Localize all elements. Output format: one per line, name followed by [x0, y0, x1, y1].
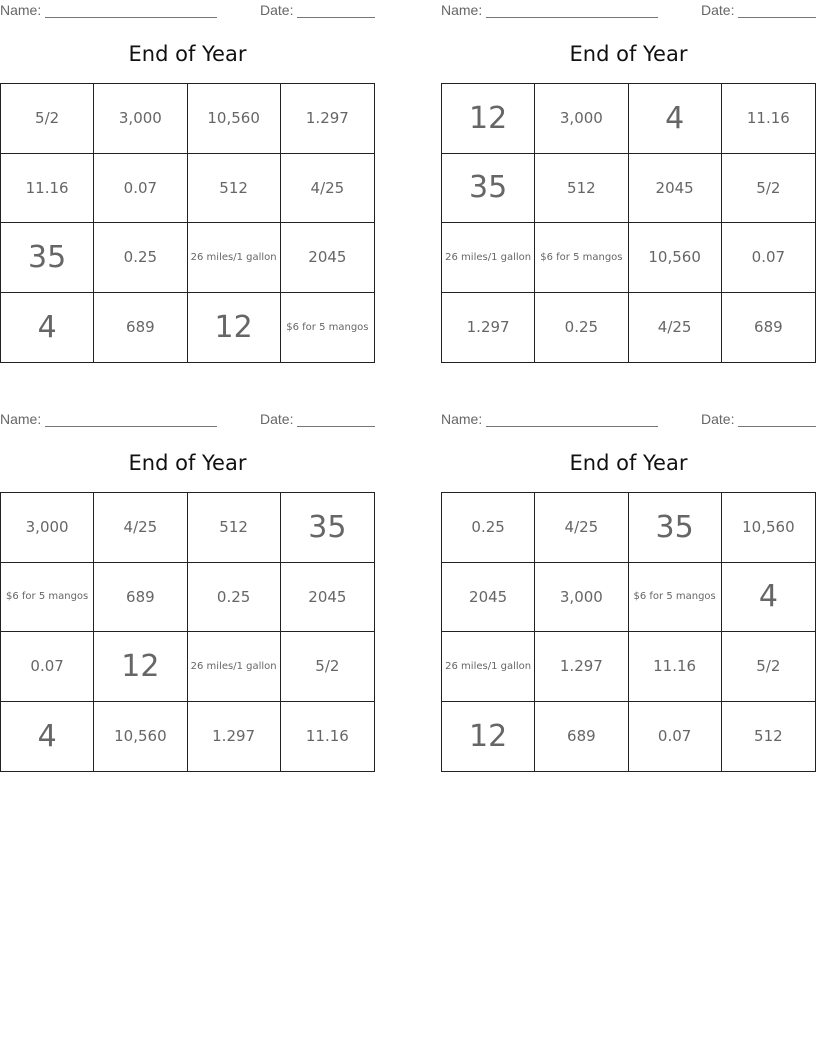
date-blank[interactable] [297, 426, 375, 427]
card-title: End of Year [569, 42, 688, 66]
name-label: Name: [441, 411, 483, 427]
bingo-cell: 2045 [442, 563, 535, 633]
name-date-line [0, 411, 375, 429]
bingo-cell: 0.25 [188, 563, 281, 633]
bingo-cell: 2045 [281, 563, 374, 633]
bingo-grid [441, 492, 816, 772]
bingo-cell: 12 [442, 702, 535, 772]
date-label: Date: [701, 2, 735, 18]
date-blank[interactable] [738, 17, 816, 18]
bingo-cell: 0.07 [94, 154, 187, 224]
bingo-cell: $6 for 5 mangos [286, 321, 369, 333]
name-date-line [0, 2, 375, 20]
bingo-cell: 4 [629, 84, 722, 154]
bingo-cell: 12 [188, 293, 281, 363]
bingo-cell: 10,560 [188, 84, 281, 154]
bingo-cell: 689 [94, 293, 187, 363]
bingo-cell: 35 [1, 223, 94, 293]
bingo-cell: 10,560 [629, 223, 722, 293]
bingo-cell: 11.16 [722, 84, 815, 154]
bingo-grid [0, 83, 375, 363]
bingo-cell: 1.297 [535, 632, 628, 702]
bingo-cell: 0.25 [442, 493, 535, 563]
bingo-cell: 2045 [629, 154, 722, 224]
bingo-cell: 26 miles/1 gallon [188, 223, 281, 293]
name-blank[interactable] [45, 426, 217, 427]
bingo-cell: $6 for 5 mangos [629, 563, 722, 633]
bingo-cell: 5/2 [1, 84, 94, 154]
date-label: Date: [701, 411, 735, 427]
bingo-cell: 4 [722, 563, 815, 633]
card-title: End of Year [128, 42, 247, 66]
bingo-cell: 512 [754, 727, 783, 746]
card-title: End of Year [569, 451, 688, 475]
bingo-cell: 4/25 [94, 493, 187, 563]
bingo-cell: 11.16 [629, 632, 722, 702]
bingo-cell: 1.297 [281, 84, 374, 154]
date-blank[interactable] [297, 17, 375, 18]
bingo-card [441, 409, 816, 774]
card-title: End of Year [128, 451, 247, 475]
bingo-cell: 1.297 [188, 702, 281, 772]
name-blank[interactable] [486, 426, 658, 427]
bingo-cell: 689 [535, 702, 628, 772]
bingo-cell: 512 [535, 154, 628, 224]
bingo-cell: 10,560 [722, 493, 815, 563]
bingo-cell: 1.297 [442, 293, 535, 363]
bingo-cell: 4/25 [281, 154, 374, 224]
bingo-cell: 512 [188, 493, 281, 563]
name-label: Name: [0, 2, 42, 18]
bingo-cell: 3,000 [535, 563, 628, 633]
bingo-cell: 4 [1, 293, 94, 363]
bingo-cell: 12 [442, 84, 535, 154]
bingo-cell: 689 [754, 318, 783, 337]
name-label: Name: [441, 2, 483, 18]
name-label: Name: [0, 411, 42, 427]
bingo-cell: $6 for 5 mangos [535, 223, 628, 293]
bingo-cell: 26 miles/1 gallon [442, 632, 535, 702]
bingo-grid [0, 492, 375, 772]
bingo-cell: 35 [629, 493, 722, 563]
bingo-cell: 11.16 [305, 727, 349, 746]
name-blank[interactable] [45, 17, 217, 18]
date-blank[interactable] [738, 426, 816, 427]
bingo-cell: 3,000 [535, 84, 628, 154]
bingo-cell: 5/2 [281, 632, 374, 702]
bingo-cell: 5/2 [722, 632, 815, 702]
bingo-cell: 0.07 [1, 632, 94, 702]
bingo-cell: 11.16 [1, 154, 94, 224]
date-label: Date: [260, 411, 294, 427]
bingo-cell: 35 [281, 493, 374, 563]
bingo-cell: 0.25 [94, 223, 187, 293]
bingo-cell: 3,000 [94, 84, 187, 154]
bingo-grid [441, 83, 816, 363]
name-date-line [441, 411, 816, 429]
bingo-cell: 4 [1, 702, 94, 772]
bingo-cell: 4/25 [535, 493, 628, 563]
bingo-cell: 35 [442, 154, 535, 224]
bingo-cell: 0.07 [629, 702, 722, 772]
bingo-cell: 3,000 [1, 493, 94, 563]
bingo-cell: 26 miles/1 gallon [442, 223, 535, 293]
bingo-cell: 26 miles/1 gallon [188, 632, 281, 702]
name-date-line [441, 2, 816, 20]
bingo-cell: 2045 [281, 223, 374, 293]
bingo-cell: 12 [94, 632, 187, 702]
bingo-cell: 4/25 [629, 293, 722, 363]
bingo-card [0, 0, 375, 365]
bingo-cell: $6 for 5 mangos [1, 563, 94, 633]
bingo-cell: 5/2 [722, 154, 815, 224]
bingo-cell: 0.07 [722, 223, 815, 293]
bingo-cell: 512 [188, 154, 281, 224]
name-blank[interactable] [486, 17, 658, 18]
date-label: Date: [260, 2, 294, 18]
bingo-cell: 0.25 [535, 293, 628, 363]
bingo-cell: 689 [94, 563, 187, 633]
bingo-cell: 10,560 [94, 702, 187, 772]
bingo-card [0, 409, 375, 774]
bingo-card [441, 0, 816, 365]
